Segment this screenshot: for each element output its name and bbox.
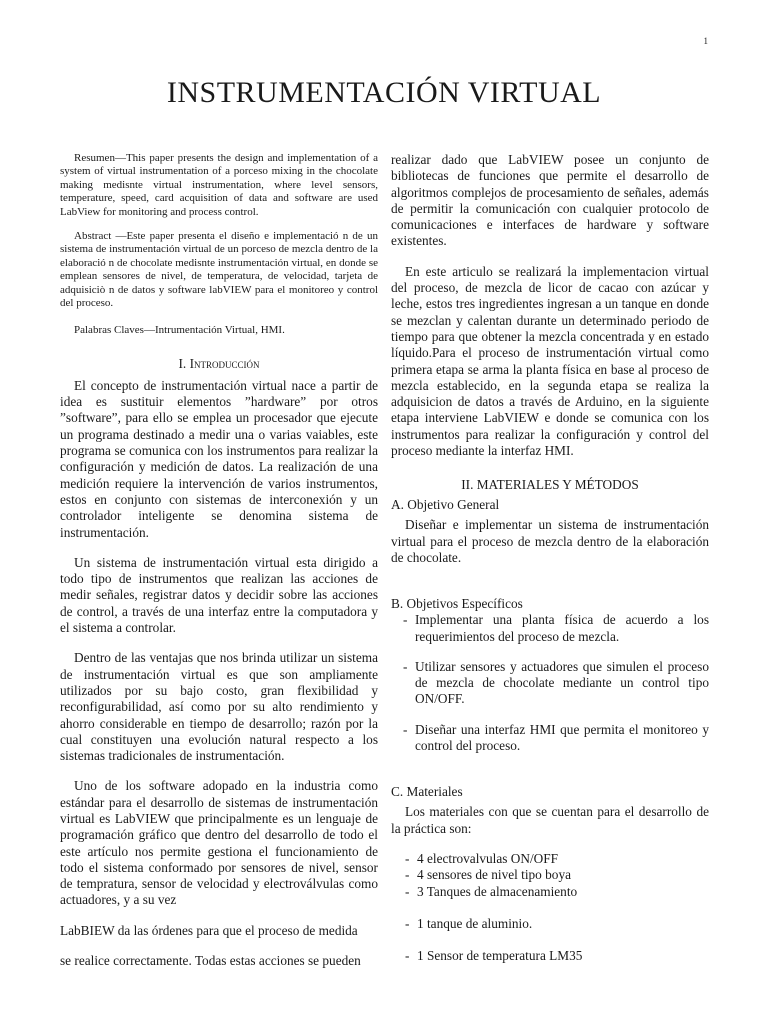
intro-paragraph-5: LabBIEW da las órdenes para que el proceso de medida [60, 922, 358, 938]
materiales-list-continued [391, 916, 709, 965]
section-heading-materiales: II. MATERIALES Y MÉTODOS [461, 477, 639, 493]
list-item: - 4 electrovalvulas ON/OFF [405, 850, 559, 866]
subsection-materiales: C. Materiales [391, 784, 463, 800]
keywords-line: Palabras Claves—Intrumentación Virtual, HMI. [74, 324, 285, 337]
intro-paragraph-3: Dentro de las ventajas que nos brinda utilizar un sistema de instrumentación virtual es que son ampliamente utilizados por su bajo costo, gran flexibilidad y reconfigurabilidad, así como por su alto rendimiento y ahorro considerable en tiempo de desarrollo; razón por la cual constituyen una evolución natural respecto a los sistemas tradicionales de instrumentación. [60, 650, 378, 764]
list-item: - 1 Sensor de temperatura LM35 [405, 948, 583, 964]
section-heading-introduccion [60, 356, 378, 372]
right-column [391, 152, 709, 964]
right-paragraph-2: En este articulo se realizará la implementacion virtual del proceso, de mezcla de licor de cacao con azúcar y leche, estos tres ingredientes ingresan a un tanque en donde se mezclan y calentan durante un determinado periodo de tiempo para que obtener la mezcla concentrada y en estado líquido.Para el proceso de instrumentación virtual como primera etapa se arma la planta física en base al proceso de mezcla establecido, en la segunda etapa se realiza la adquisicion de datos a través de Arduino, en la siguiente etapa interviene LabVIEW e donde se comunica con los instrumentos para realizar la configuración y control del proceso mediante la interfaz HMI. [391, 263, 709, 459]
list-item: - Implementar una planta física de acuerdo a los requerimientos del proceso de mezcla. [403, 612, 709, 644]
materiales-list [391, 851, 709, 900]
subsection-objetivo-general: A. Objetivo General [391, 497, 500, 513]
list-item: - 4 sensores de nivel tipo boya [405, 867, 571, 883]
intro-paragraph-6: se realice correctamente. Todas estas acciones se pueden [60, 953, 361, 969]
subsection-objetivos-especificos: B. Objetivos Específicos [391, 596, 523, 612]
section-title: Introducción [189, 355, 260, 371]
paper-title: INSTRUMENTACIÓN VIRTUAL [166, 76, 602, 109]
materiales-intro: Los materiales con que se cuentan para el desarrollo de la práctica son: [391, 804, 709, 836]
resumen-paragraph: Resumen—This paper presents the design and implementation of a system of virtual instrumentation of a porceso mixing in the chocolate making medisnte virtual instrumentation, where level sensors, temperature, speed, card acquisition of data and software are used LabView for monitoring and process control. [60, 152, 378, 218]
objetivos-list [391, 612, 709, 754]
abstract-paragraph: Abstract —Este paper presenta el diseño e implementació n de un sistema de instrumentación virtual de un porceso de mezcla dentro de la elaboració n de chocolate medisnte instrumentación virtual, en donde se emplean sensores de nivel, de temperatura, de velocidad, tarjeta de adquisiciò n de datos y software labVIEW para el monitoreo y control del proceso. [60, 230, 378, 310]
right-paragraph-1: realizar dado que LabVIEW posee un conjunto de bibliotecas de funciones que permite el desarrollo de algoritmos complejos de procesamiento de señales, además de permitir la comunicación con cualquier protocolo de comunicaciones e interfaces de hardware y software existentes. [391, 152, 709, 249]
page-number: 1 [703, 36, 708, 46]
list-item: - 3 Tanques de almacenamiento [405, 883, 578, 899]
left-column [60, 152, 378, 969]
intro-paragraph-2: Un sistema de instrumentación virtual esta dirigido a todo tipo de instrumentos que realizan las acciones de medir señales, registrar datos y decidir sobre las acciones de control, a través de una interfaz entre la computadora y el sistema a controlar. [60, 554, 378, 636]
intro-paragraph-1: El concepto de instrumentación virtual nace a partir de idea es sustituir elementos ”hardware” por otros ”software”, para ello se emplea un procesador que ejecute un programa destinado a medir una o varias vaiables, este programa se comunica con los instrumentos para realizar la configuración y medición de datos. La realización de una medición requiere la intervención de varios instrumentos, estos en conjunto con sistemas de interconexión y un controlador inteligente se denomina sistema de instrumentación. [60, 377, 378, 540]
intro-paragraph-4: Uno de los software adopado en la industria como estándar para el desarrollo de sistemas de instrumentación virtual es LabVIEW que principalmente es un lenguaje de programación gráfico que dentro del desarrollo de todo el este artículo nos permite gestiona el funcionamiento de todo el sistema conformado por sensores de nivel, sensor de tempratura, sensor de velocidad y electroválvulas como actuadores, y a su vez [60, 778, 378, 908]
objetivo-general-paragraph: Diseñar e implementar un sistema de instrumentación virtual para el proceso de mezcla dentro de la elaboración de chocolate. [391, 517, 709, 565]
list-item: - 1 tanque de aluminio. [405, 915, 533, 931]
section-number: I. [178, 355, 187, 371]
list-item: - Diseñar una interfaz HMI que permita el monitoreo y control del proceso. [403, 721, 709, 754]
list-item: - Utilizar sensores y actuadores que simulen el proceso de mezcla de chocolate mediante un control tipo ON/OFF. [403, 658, 709, 707]
